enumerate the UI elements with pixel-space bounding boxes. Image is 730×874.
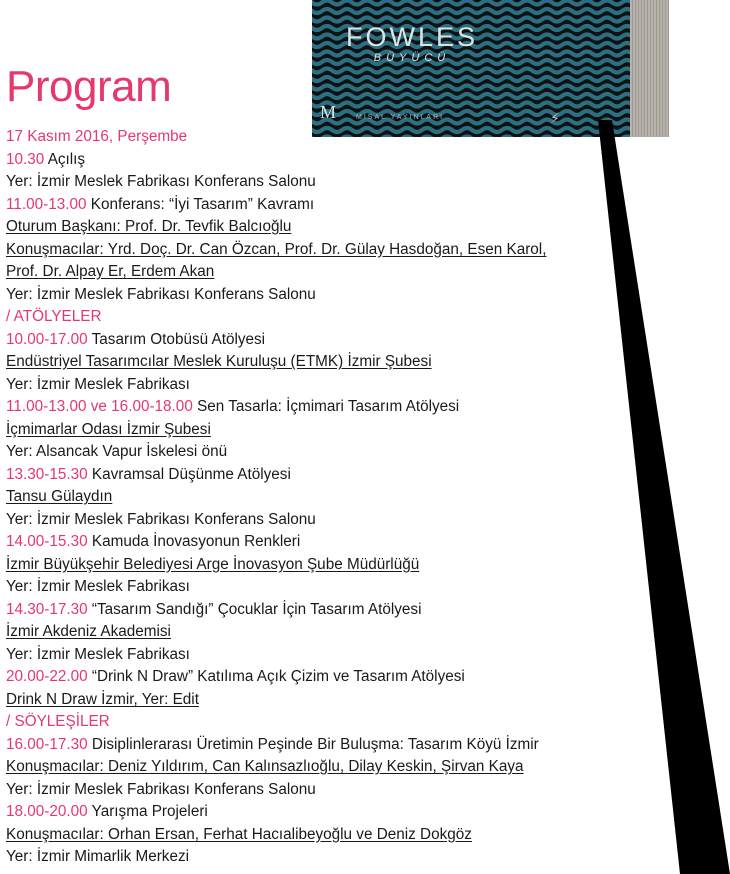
time-label: 14.00-15.30 xyxy=(6,533,88,550)
time-label: 10.00-17.00 xyxy=(6,330,88,348)
program-line xyxy=(6,486,696,509)
publisher-logo: M xyxy=(320,102,337,122)
event-title: Yarışma Projeleri xyxy=(91,803,208,820)
program-line xyxy=(6,531,696,554)
program-line xyxy=(6,801,696,824)
event-location: Yer: Alsancak Vapur İskelesi önü xyxy=(6,443,228,460)
program-line xyxy=(6,846,696,869)
event-title: Tasarım Otobüsü Atölyesi xyxy=(91,330,266,348)
event-detail: Endüstriyel Tasarımcılar Meslek Kuruluşu (ETMK) İzmir Şubesi xyxy=(6,353,432,370)
event-title: “Tasarım Sandığı” Çocuklar İçin Tasarım Atölyesi xyxy=(91,600,422,618)
event-title: Kavramsal Düşünme Atölyesi xyxy=(91,465,291,483)
event-title: Konferans: “İyi Tasarım” Kavramı xyxy=(90,195,315,213)
event-title: Disiplinlerarası Üretimin Peşinde Bir Buluşma: Tasarım Köyü İzmir xyxy=(91,735,539,753)
program-line xyxy=(6,329,696,352)
event-location: Yer: İzmir Meslek Fabrikası xyxy=(6,375,190,393)
program-line xyxy=(6,554,696,577)
time-label: 11.00-13.00 xyxy=(6,195,87,213)
section-label: / SÖYLEŞİLER xyxy=(6,713,110,730)
event-location: Yer: İzmir Meslek Fabrikası Konferans Salonu xyxy=(6,510,316,528)
event-detail: İzmir Büyükşehir Belediyesi Arge İnovasyon Şube Müdürlüğü xyxy=(6,555,420,573)
event-title: Sen Tasarla: İçmimari Tasarım Atölyesi xyxy=(197,398,460,415)
program-list xyxy=(6,126,696,869)
program-line xyxy=(6,599,696,622)
program-line xyxy=(6,644,696,667)
time-label: 16.00-17.30 xyxy=(6,735,88,753)
program-line xyxy=(6,351,696,374)
program-line xyxy=(6,509,696,532)
event-detail: İçmimarlar Odası İzmir Şubesi xyxy=(6,420,211,438)
time-label: 18.00-20.00 xyxy=(6,803,88,820)
program-line xyxy=(6,239,696,262)
event-detail: Drink N Draw İzmir, Yer: Edit xyxy=(6,690,199,708)
event-title: Açılış xyxy=(47,150,86,168)
program-line xyxy=(6,194,696,217)
event-location: Yer: İzmir Meslek Fabrikası xyxy=(6,645,190,663)
time-label: 17 Kasım 2016, Perşembe xyxy=(6,128,188,145)
book-title: FOWLES xyxy=(345,22,478,52)
lightning-bolt-icon: ⚡︎ xyxy=(550,110,560,126)
event-detail: Prof. Dr. Alpay Er, Erdem Akan xyxy=(6,263,215,280)
program-line xyxy=(6,666,696,689)
program-line xyxy=(6,779,696,802)
program-line xyxy=(6,756,696,779)
program-line xyxy=(6,621,696,644)
program-line xyxy=(6,824,696,847)
event-detail: Konuşmacılar: Orhan Ersan, Ferhat Hacıalibeyoğlu ve Deniz Dokgöz xyxy=(6,825,472,843)
event-detail: Oturum Başkanı: Prof. Dr. Tevfik Balcıoğlu xyxy=(6,218,292,235)
page-title: Program xyxy=(6,62,172,111)
event-detail: Konuşmacılar: Deniz Yıldırım, Can Kalınsazlıoğlu, Dilay Keskin, Şirvan Kaya xyxy=(6,758,524,775)
time-label: 13.30-15.30 xyxy=(6,465,88,483)
section-heading xyxy=(6,306,696,329)
program-line xyxy=(6,441,696,464)
program-line xyxy=(6,576,696,599)
time-label: 11.00-13.00 ve 16.00-18.00 xyxy=(6,398,193,415)
publisher-name: MİSAL YAYINLARI xyxy=(356,114,445,121)
program-line xyxy=(6,149,696,172)
program-line xyxy=(6,171,696,194)
time-label: 10.30 xyxy=(6,150,45,168)
event-title: Kamuda İnovasyonun Renkleri xyxy=(91,533,301,550)
event-location: Yer: İzmir Meslek Fabrikası Konferans Salonu xyxy=(6,173,316,190)
program-line xyxy=(6,464,696,487)
event-detail: İzmir Akdeniz Akademisi xyxy=(6,623,171,640)
book-subtitle: BÜYÜCÜ xyxy=(373,52,451,64)
program-line xyxy=(6,689,696,712)
event-detail: Konuşmacılar: Yrd. Doç. Dr. Can Özcan, Prof. Dr. Gülay Hasdoğan, Esen Karol, xyxy=(6,240,547,258)
event-title: “Drink N Draw” Katılıma Açık Çizim ve Tasarım Atölyesi xyxy=(91,668,465,685)
section-heading xyxy=(6,711,696,734)
program-line xyxy=(6,261,696,284)
program-line xyxy=(6,734,696,757)
event-location: Yer: İzmir Mimarlik Merkezi xyxy=(6,848,190,865)
program-line xyxy=(6,216,696,239)
program-line xyxy=(6,396,696,419)
program-line xyxy=(6,284,696,307)
event-location: Yer: İzmir Meslek Fabrikası Konferans Salonu xyxy=(6,285,316,303)
program-line xyxy=(6,419,696,442)
event-detail: Tansu Gülaydın xyxy=(6,488,113,505)
program-date xyxy=(6,126,696,149)
event-location: Yer: İzmir Meslek Fabrikası Konferans Salonu xyxy=(6,780,316,798)
time-label: 20.00-22.00 xyxy=(6,668,88,685)
section-label: / ATÖLYELER xyxy=(6,308,102,325)
program-line xyxy=(6,374,696,397)
event-location: Yer: İzmir Meslek Fabrikası xyxy=(6,578,190,595)
time-label: 14.30-17.30 xyxy=(6,600,88,618)
